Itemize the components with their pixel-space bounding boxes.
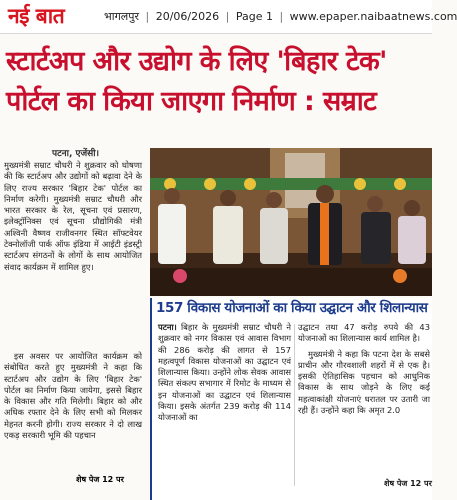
sub-story-text: उद्घाटन तथा 47 करोड़ रुपये की 43 योजनाओं का शिलान्यास कार्य शामिल है।: [298, 322, 430, 344]
newspaper-logo[interactable]: नई बात: [8, 3, 65, 28]
sub-story-column-2: [298, 322, 430, 416]
sub-story-text: मुख्यमंत्री ने कहा कि पटना देश के सबसे प्राचीन और गौरवशाली शहरों में से एक है। इसकी ऐतिहासिक पहचान को आधुनिक विकास के साथ जोड़ने के लिए कई महत्वाकांक्षी योजनाएं धरातल पर उतारी जा रही हैं। उन्होंने कहा कि अमृत 2.0: [298, 348, 430, 416]
main-headline: [6, 42, 428, 122]
continued-label: शेष पेज 12 पर: [76, 475, 124, 484]
story-paragraph: मुख्यमंत्री सम्राट चौधरी ने शुक्रवार को घोषणा की कि स्टार्टअप और उद्योगों को बढ़ावा देने के लिए राज्य सरकार 'बिहार टेक' पोर्टल का निर्माण करेगी। मुख्यमंत्री सम्राट चौधरी और भारत सरकार के रेल, सूचना एवं प्रसारण, इलेक्ट्रॉनिक्स एवं सूचना प्रौद्योगिकी मंत्री अश्विनी वैष्णव राजीवनगर स्थित सॉफ्टवेयर टेक्नोलॉजी पार्क ऑफ इंडिया में आईटी इंडस्ट्री स्टार्टअप संगठनों के लोगों के साथ आयोजित संवाद कार्यक्रम में शामिल हुए।: [4, 160, 142, 272]
site-link[interactable]: www.epaper.naibaatnews.com: [289, 10, 457, 23]
masthead: [0, 0, 457, 34]
edition-meta: [104, 9, 457, 24]
continued-label: शेष पेज 12 पर: [384, 479, 432, 488]
meta-separator: |: [279, 10, 284, 23]
sub-story-text: बिहार के मुख्यमंत्री सम्राट चौधरी ने शुक्रवार को नगर विकास एवं आवास विभाग की 286 करोड़ की लागत से 157 महत्वपूर्ण विकास योजनाओं का उद्घाटन एवं शिलान्यास किया। उन्होंने लोक सेवक आवास स्थित संकल्प सभागार में रिमोट के माध्यम से इन योजनाओं का उद्घाटन एवं शिलान्यास किया। इसके अंतर्गत 239 करोड़ की 114 योजनाओं का: [158, 322, 291, 423]
meta-separator: |: [225, 10, 230, 23]
sub-story-column-1: [158, 322, 291, 424]
dateline: पटना, एजेंसी।: [52, 149, 100, 159]
news-photo[interactable]: [150, 148, 432, 296]
page-number: Page 1: [235, 10, 273, 23]
photo-illustration: [150, 148, 432, 296]
headline-line-1: स्टार्टअप और उद्योग के लिए 'बिहार टेक': [6, 46, 387, 77]
meta-separator: |: [145, 10, 150, 23]
sub-dateline: पटना।: [158, 322, 177, 332]
edition-city: भागलपुर: [104, 10, 139, 23]
edition-date: 20/06/2026: [155, 10, 220, 23]
main-story-column: [0, 140, 145, 500]
story-paragraph-text: इस अवसर पर आयोजित कार्यक्रम को संबोधित करते हुए मुख्यमंत्री ने कहा कि स्टार्टअप और उद्योग के लिए 'बिहार टेक' पोर्टल का निर्माण किया जायेगा, इससे बिहार के विकास और गति मिलेगी। बिहार को और अधिक रफ्तार देने के लिए सभी को मिलकर मेहनत करनी होगी। राज्य सरकार ने दो लाख एकड़ सरकारी भूमि की पहचान: [4, 351, 142, 441]
sub-story: [150, 298, 432, 500]
headline-line-2: पोर्टल का किया जाएगा निर्माण : सम्राट: [6, 86, 377, 117]
story-paragraph: [4, 351, 142, 441]
sub-headline: 157 विकास योजनाओं का किया उद्घाटन और शिलान्यास: [156, 300, 428, 316]
column-divider: [294, 324, 295, 486]
